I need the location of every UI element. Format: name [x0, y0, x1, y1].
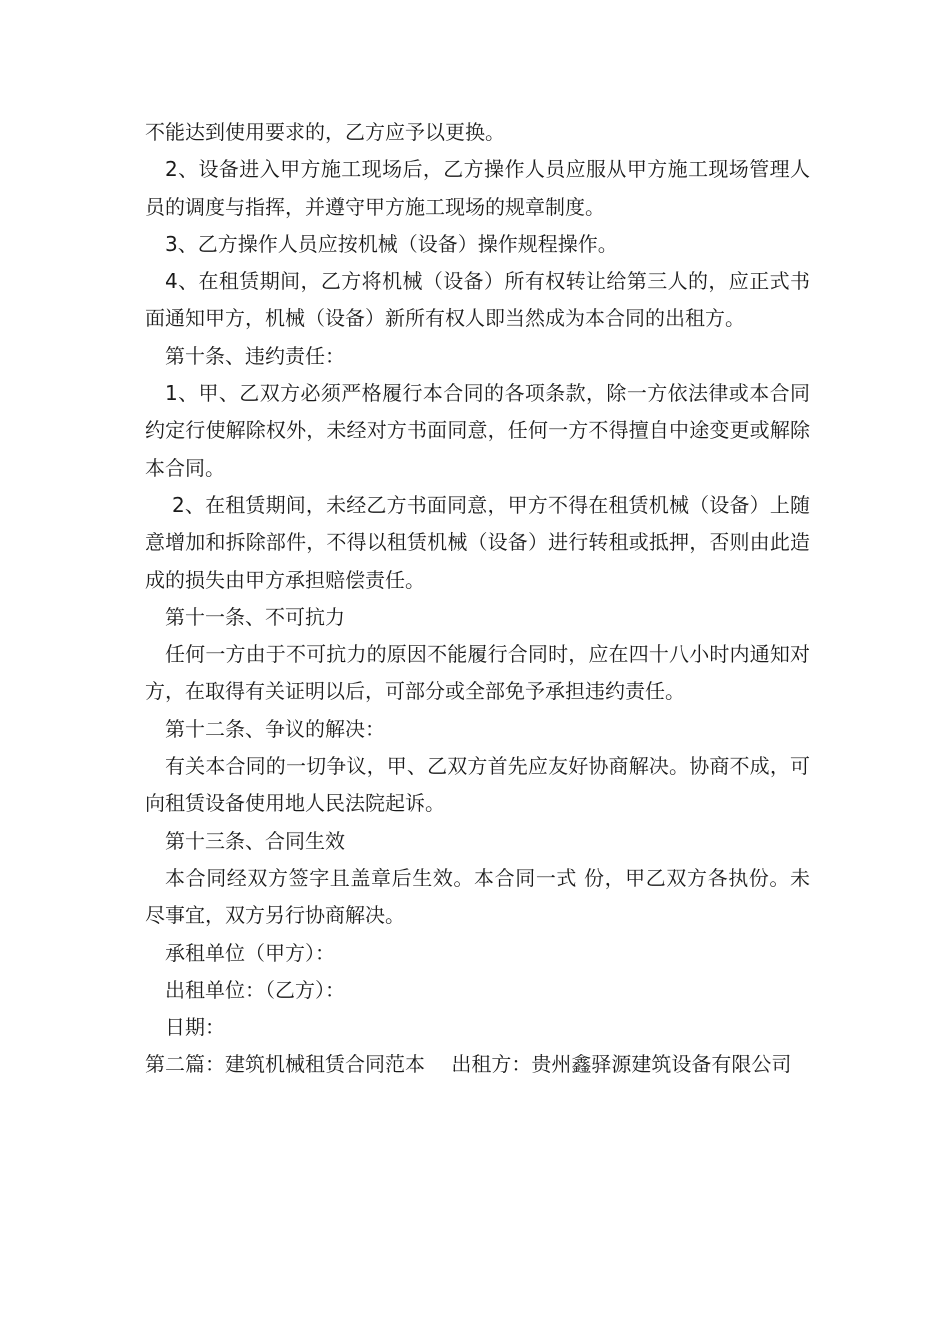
article-heading-11: 第十一条、不可抗力	[165, 604, 345, 629]
effective-text: 本合同经双方签字且盖章后生效。本合同一式 份，甲乙双方各执份。未尽事宜，双方另行协商解决。	[145, 865, 810, 928]
liability-item-1: 1、甲、乙双方必须严格履行本合同的各项条款，除一方依法律或本合同约定行使解除权外，未经对方书面同意，任何一方不得擅自中途变更或解除本合同。	[145, 381, 810, 480]
article-heading-12: 第十二条、争议的解决：	[165, 716, 385, 741]
article-heading-10: 第十条、违约责任：	[165, 343, 345, 368]
paragraph-continuation: 不能达到使用要求的，乙方应予以更换。	[145, 120, 505, 144]
lessee-signature-line: 承租单位（甲方）：	[165, 940, 335, 965]
date-line: 日期：	[165, 1015, 225, 1040]
document-body	[145, 114, 810, 1084]
clause-item-3: 3、乙方操作人员应按机械（设备）操作规程操作。	[165, 231, 618, 256]
second-part-heading: 第二篇：建筑机械租赁合同范本 出租方：贵州鑫驿源建筑设备有限公司	[145, 1052, 792, 1077]
liability-item-2: 2、在租赁期间，未经乙方书面同意，甲方不得在租赁机械（设备）上随意增加和拆除部件，不得以租赁机械（设备）进行转租或抵押，否则由此造成的损失由甲方承担赔偿责任。	[145, 492, 810, 592]
clause-item-2: 2、设备进入甲方施工现场后，乙方操作人员应服从甲方施工现场管理人员的调度与指挥，并遵守甲方施工现场的规章制度。	[145, 157, 810, 219]
lessor-signature-line: 出租单位：（乙方）：	[165, 977, 345, 1002]
article-heading-13: 第十三条、合同生效	[165, 828, 345, 853]
force-majeure-text: 任何一方由于不可抗力的原因不能履行合同时，应在四十八小时内通知对方，在取得有关证明以后，可部分或全部免予承担违约责任。	[145, 642, 810, 704]
clause-item-4: 4、在租赁期间，乙方将机械（设备）所有权转让给第三人的，应正式书面通知甲方，机械（设备）新所有权人即当然成为本合同的出租方。	[145, 269, 810, 331]
dispute-text: 有关本合同的一切争议，甲、乙双方首先应友好协商解决。协商不成，可向租赁设备使用地人民法院起诉。	[145, 754, 810, 816]
